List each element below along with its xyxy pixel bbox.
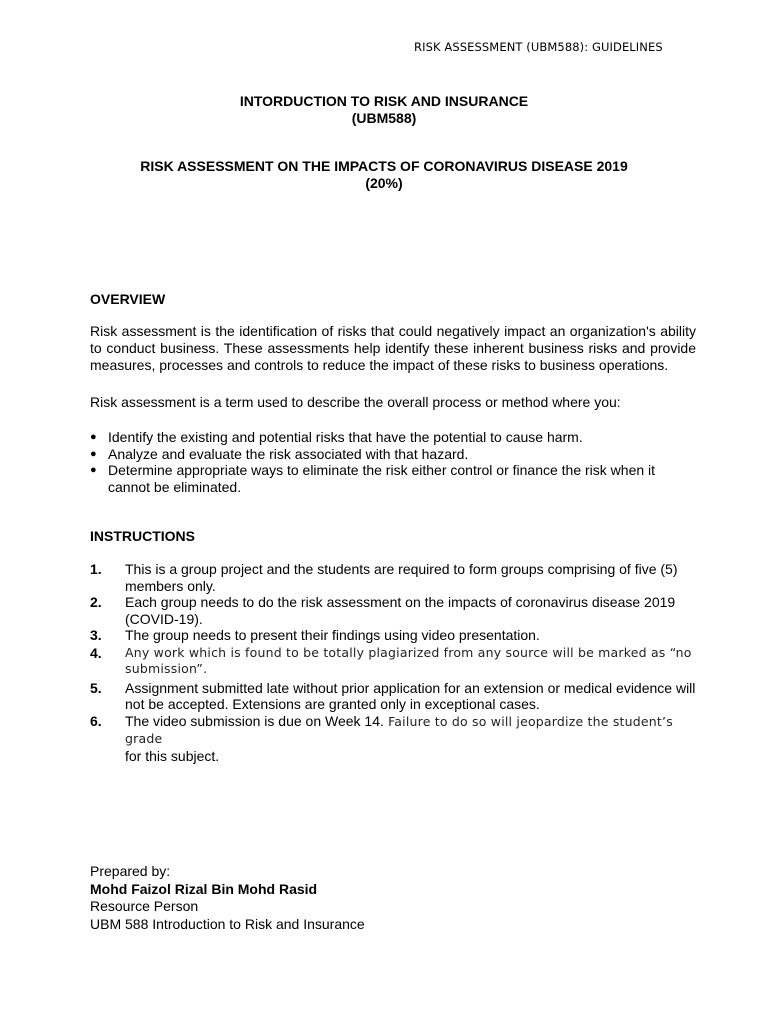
item-text: Any work which is found to be totally plagiarized from any source will be marked as “no submission”. — [125, 644, 692, 676]
bullet-text: Analyze and evaluate the risk associated with that hazard. — [108, 445, 469, 462]
item-number: 5. — [90, 679, 102, 696]
list-item — [90, 645, 696, 678]
item-text-due: The video submission is due on Week 14. — [125, 712, 384, 729]
list-item — [90, 462, 696, 495]
list-item — [90, 713, 696, 765]
overview-bullet-list — [90, 429, 696, 495]
instructions-list — [90, 561, 696, 764]
assignment-title-block — [0, 158, 768, 192]
list-item — [90, 680, 696, 713]
prepared-by-label: Prepared by: — [90, 863, 171, 879]
list-item — [90, 561, 696, 594]
running-header: RISK ASSESSMENT (UBM588): GUIDELINES — [414, 40, 663, 54]
author-name: Mohd Faizol Rizal Bin Mohd Rasid — [90, 880, 318, 897]
item-number: 4. — [90, 644, 102, 661]
item-text: The group needs to present their findings using video presentation. — [125, 627, 540, 643]
item-number: 1. — [90, 561, 102, 577]
author-role: Resource Person — [90, 898, 199, 914]
bullet-icon: ● — [90, 431, 97, 443]
overview-heading: OVERVIEW — [90, 291, 166, 307]
item-text: Assignment submitted late without prior application for an extension or medical evidence will not be accepted. Extensions are granted only in exceptional cases. — [125, 679, 696, 712]
overview-paragraph-1: Risk assessment is the identification of risks that could negatively impact an organization's ability to conduct business. These assessments help identify these inherent business risks and provide measures, processes and controls to reduce the impact of these risks to business operations. — [90, 323, 696, 373]
item-text-warning: Failure to do so will jeopardize the student’s grade — [125, 713, 673, 746]
item-number: 2. — [90, 594, 102, 610]
item-number: 6. — [90, 712, 102, 729]
item-text-end: for this subject. — [125, 747, 220, 764]
item-text — [125, 713, 696, 765]
list-item — [90, 594, 696, 627]
bullet-text: Identify the existing and potential risks that have the potential to cause harm. — [108, 429, 583, 445]
bullet-icon: ● — [90, 447, 97, 460]
title-block — [0, 93, 768, 127]
list-item — [90, 429, 696, 446]
bullet-text: Determine appropriate ways to eliminate the risk either control or finance the risk when it cannot be eliminated. — [108, 462, 656, 495]
course-code: (UBM588) — [351, 110, 417, 126]
item-text: Each group needs to do the risk assessment on the impacts of coronavirus disease 2019 (COVID-19). — [125, 594, 676, 627]
list-item — [90, 446, 696, 463]
author-course: UBM 588 Introduction to Risk and Insurance — [90, 915, 365, 932]
signature-block — [90, 863, 365, 933]
list-item — [90, 627, 696, 644]
instructions-heading: INSTRUCTIONS — [90, 528, 195, 544]
item-number: 3. — [90, 627, 102, 643]
course-title: INTORDUCTION TO RISK AND INSURANCE — [239, 93, 529, 109]
assignment-weight: (20%) — [365, 175, 403, 191]
assignment-title: RISK ASSESSMENT ON THE IMPACTS OF CORONAVIRUS DISEASE 2019 — [140, 158, 628, 174]
bullet-icon: ● — [90, 464, 97, 476]
overview-paragraph-2: Risk assessment is a term used to describe the overall process or method where you: — [90, 394, 621, 410]
item-text: This is a group project and the students are required to form groups comprising of five (5) members only. — [125, 561, 678, 594]
